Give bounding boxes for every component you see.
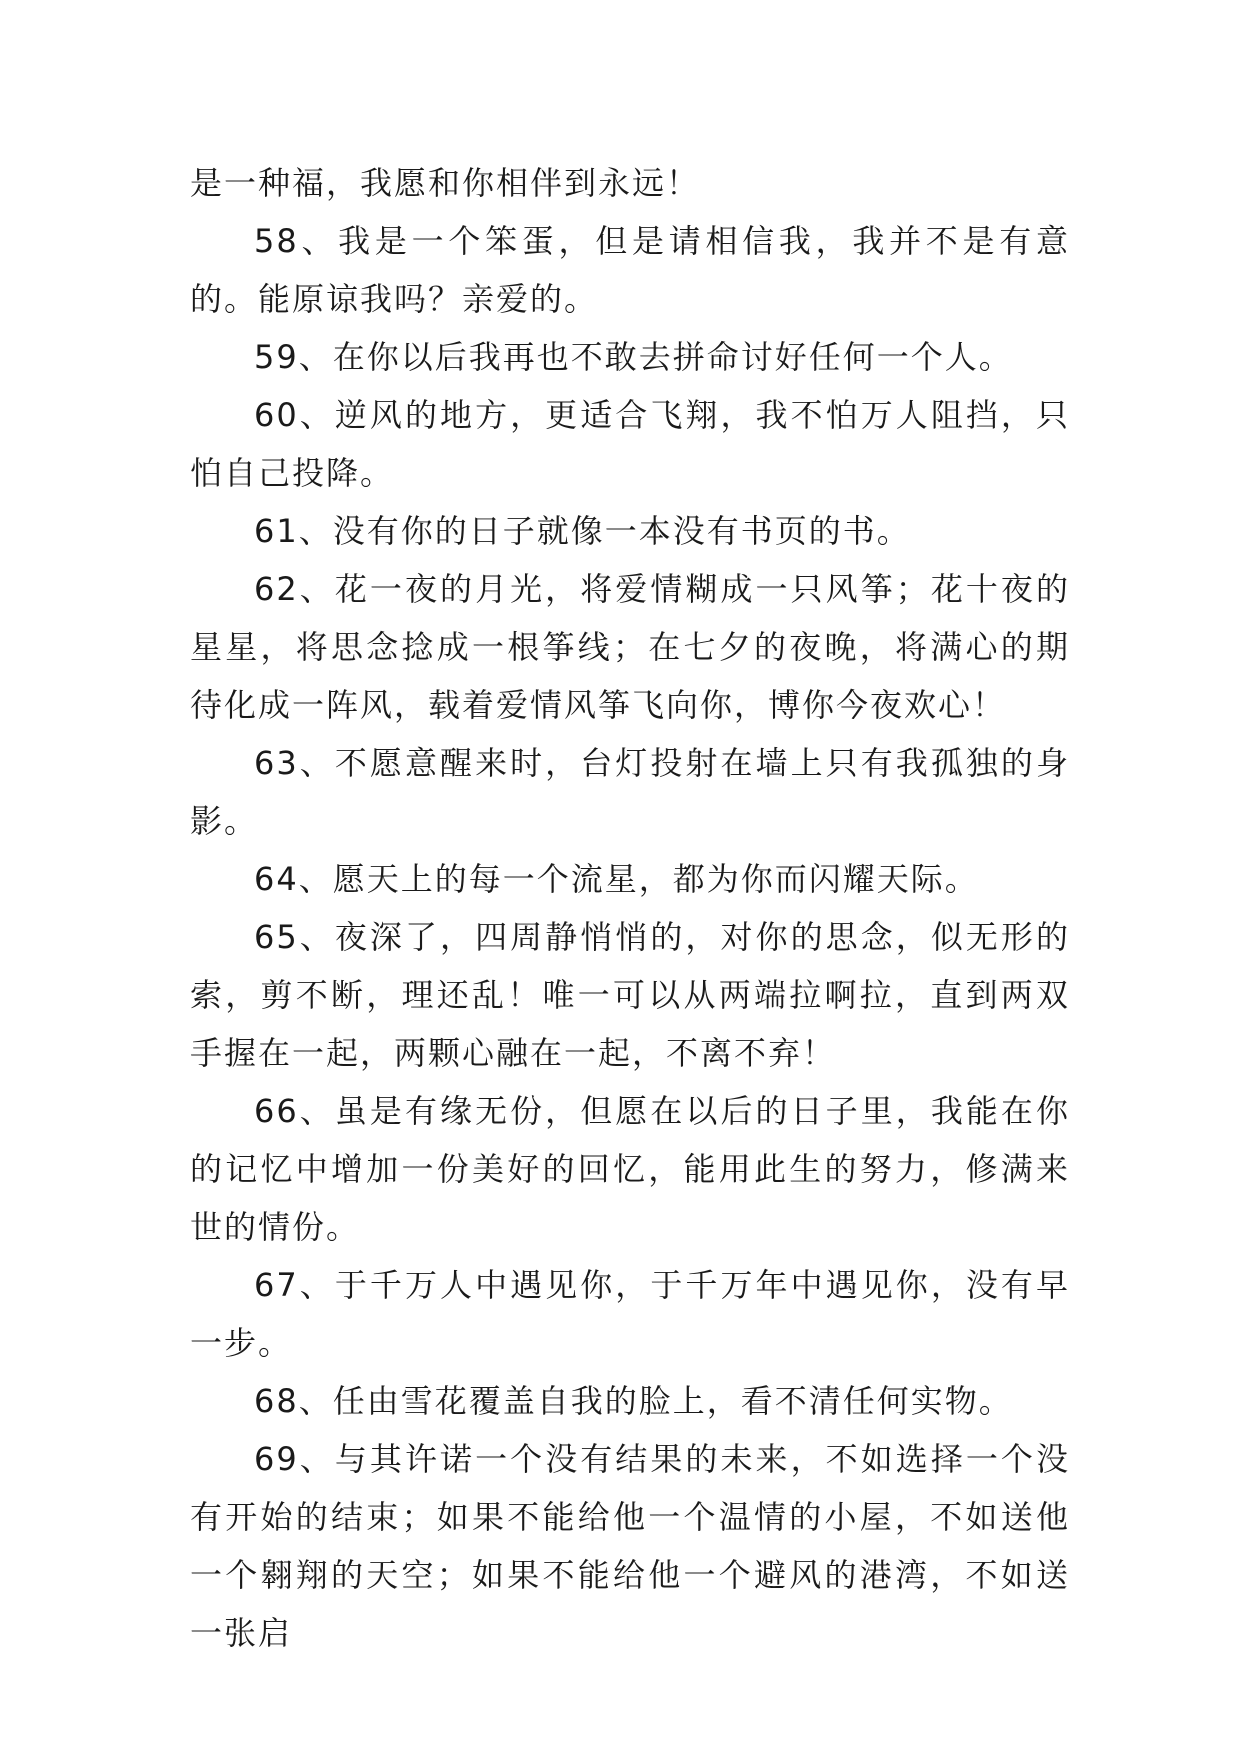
paragraph-58: 58、我是一个笨蛋，但是请相信我，我并不是有意的。能原谅我吗？亲爱的。 xyxy=(190,222,1070,318)
paragraph-63: 63、不愿意醒来时，台灯投射在墙上只有我孤独的身影。 xyxy=(190,744,1070,840)
paragraph-68: 68、任由雪花覆盖自我的脸上，看不清任何实物。 xyxy=(254,1382,1013,1420)
paragraph-continuation: 是一种福，我愿和你相伴到永远！ xyxy=(190,164,701,202)
paragraph-61: 61、没有你的日子就像一本没有书页的书。 xyxy=(254,512,911,550)
document-body xyxy=(190,154,1070,1662)
paragraph-62: 62、花一夜的月光，将爱情糊成一只风筝；花十夜的星星，将思念捻成一根筝线；在七夕的夜晚，将满心的期待化成一阵风，载着爱情风筝飞向你，博你今夜欢心！ xyxy=(190,570,1070,724)
paragraph-59: 59、在你以后我再也不敢去拼命讨好任何一个人。 xyxy=(254,338,1013,376)
paragraph-66: 66、虽是有缘无份，但愿在以后的日子里，我能在你的记忆中增加一份美好的回忆，能用此生的努力，修满来世的情份。 xyxy=(190,1092,1070,1246)
paragraph-60: 60、逆风的地方，更适合飞翔，我不怕万人阻挡，只怕自己投降。 xyxy=(190,396,1070,492)
paragraph-65: 65、夜深了，四周静悄悄的，对你的思念，似无形的索，剪不断，理还乱！唯一可以从两端拉啊拉，直到两双手握在一起，两颗心融在一起，不离不弃！ xyxy=(190,918,1070,1072)
paragraph-64: 64、愿天上的每一个流星，都为你而闪耀天际。 xyxy=(254,860,979,898)
paragraph-67: 67、于千万人中遇见你，于千万年中遇见你，没有早一步。 xyxy=(190,1266,1070,1362)
paragraph-69: 69、与其许诺一个没有结果的未来，不如选择一个没有开始的结束；如果不能给他一个温情的小屋，不如送他一个翱翔的天空；如果不能给他一个避风的港湾，不如送一张启 xyxy=(190,1440,1070,1652)
